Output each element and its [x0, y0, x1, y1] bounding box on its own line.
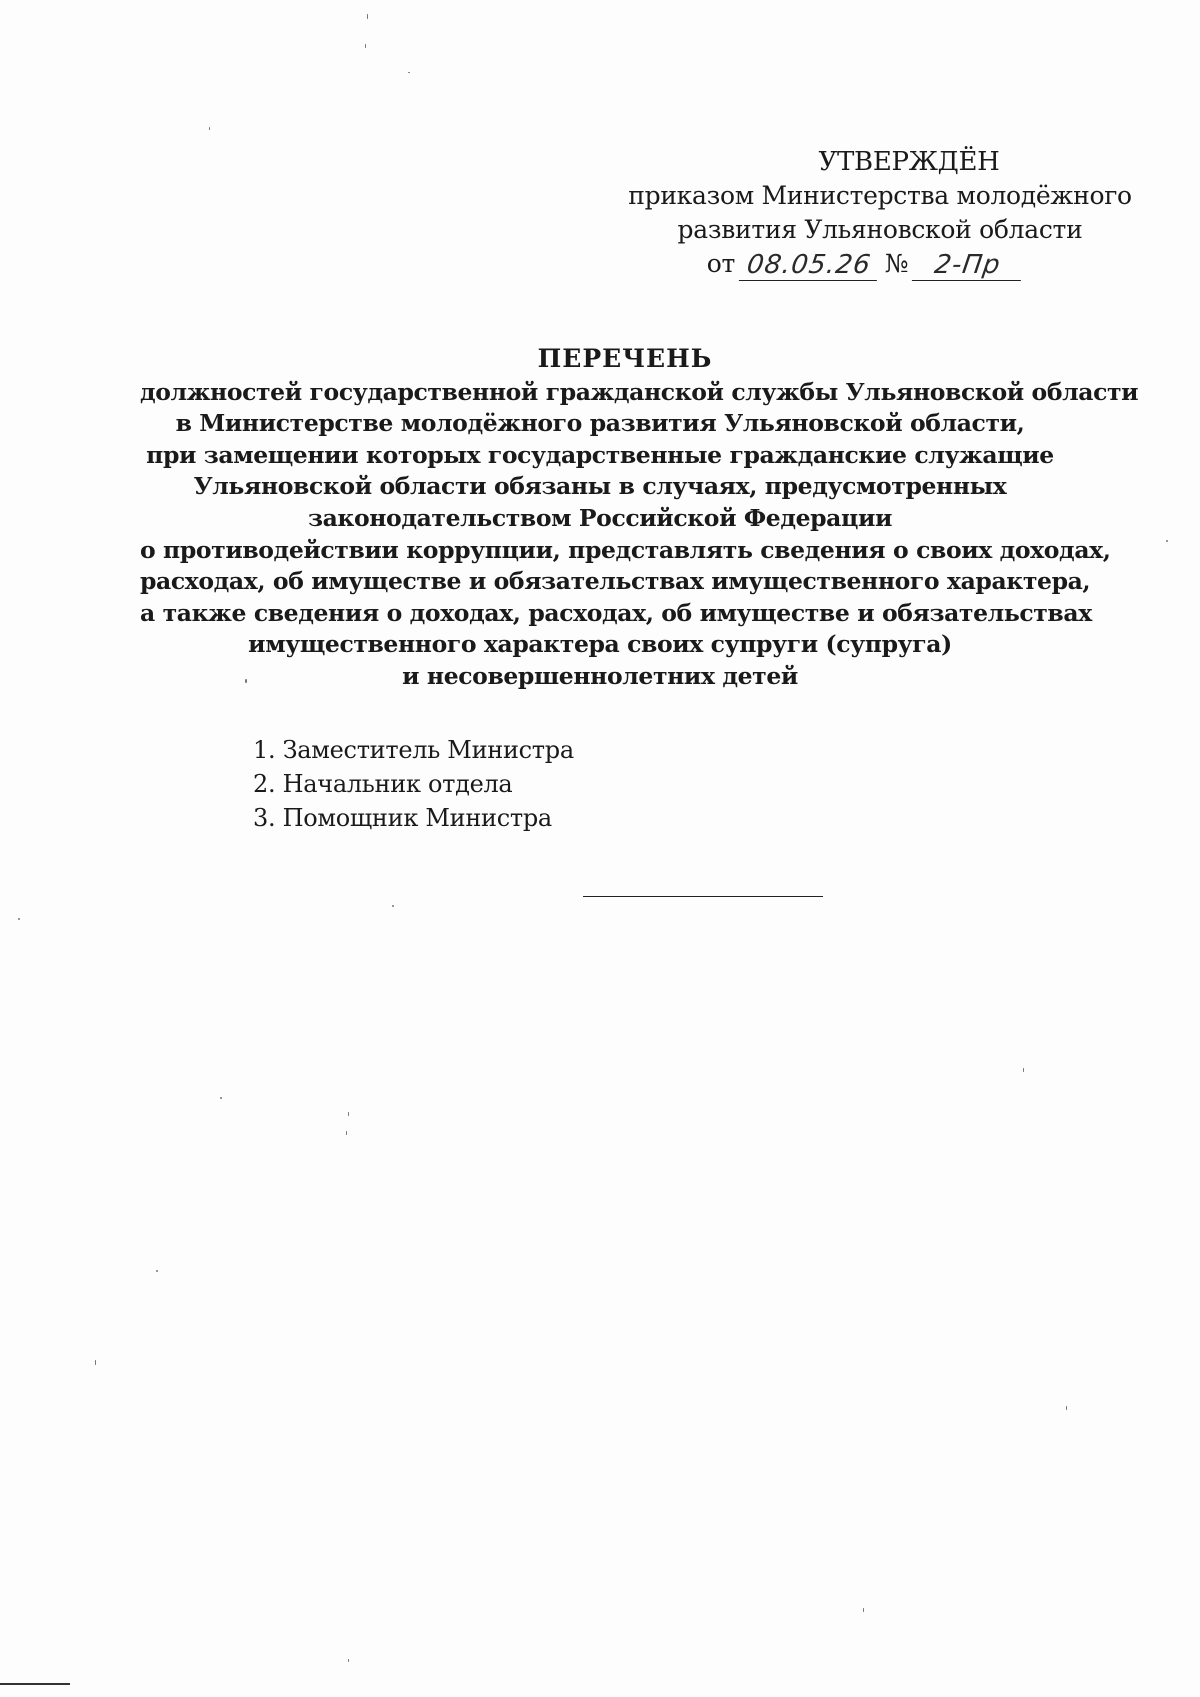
approval-heading: УТВЕРЖДЁН	[818, 147, 1000, 177]
scan-speck	[408, 72, 410, 73]
number-sign: №	[884, 249, 909, 278]
title-line: о противодействии коррупции, представлять сведения о своих доходах,	[140, 535, 1111, 564]
end-separator-line	[583, 896, 823, 897]
list-item: 2. Начальник отдела	[253, 770, 513, 798]
list-item: 3. Помощник Министра	[253, 804, 552, 832]
scan-speck	[1023, 1068, 1024, 1072]
scan-speck	[346, 1131, 347, 1135]
scan-speck	[863, 1608, 864, 1612]
list-item: 1. Заместитель Министра	[253, 736, 574, 764]
scan-speck	[367, 14, 368, 19]
scan-speck	[95, 1360, 96, 1365]
approval-order-line-1: приказом Министерства молодёжного	[628, 181, 1132, 210]
title-line: должностей государственной гражданской службы Ульяновской области	[140, 377, 1139, 406]
scan-speck	[348, 1659, 349, 1662]
approval-date-row	[570, 247, 1160, 281]
handwritten-order-number: 2-Пр	[912, 250, 1025, 281]
title-line: при замещении которых государственные гражданские служащие	[146, 440, 1054, 469]
title-line: законодательством Российской Федерации	[307, 503, 893, 532]
title-line: Ульяновской области обязаны в случаях, предусмотренных	[193, 472, 1007, 501]
title-line: и несовершеннолетних детей	[402, 661, 798, 690]
scan-speck	[365, 44, 366, 48]
positions-list	[253, 733, 574, 835]
scan-speck	[245, 679, 247, 683]
scan-speck	[1066, 1406, 1067, 1410]
scan-speck	[156, 1270, 158, 1272]
title-line: имущественного характера своих супруги (супруга)	[248, 630, 952, 659]
scan-speck	[348, 1112, 349, 1116]
scan-edge-mark	[0, 1683, 70, 1685]
title-heading: ПЕРЕЧЕНЬ	[537, 344, 713, 373]
document-title	[140, 343, 1139, 693]
title-line: а также сведения о доходах, расходах, об имуществе и обязательствах	[140, 598, 1092, 627]
date-prefix: от	[706, 249, 736, 278]
scan-speck	[392, 905, 394, 907]
scan-speck	[209, 127, 210, 130]
title-line: в Министерстве молодёжного развития Ульяновской области,	[175, 409, 1025, 438]
approval-order-line-2: развития Ульяновской области	[677, 215, 1083, 244]
handwritten-date: 08.05.26	[739, 250, 881, 281]
scan-speck	[18, 918, 20, 920]
scan-speck	[1166, 540, 1168, 542]
title-line: расходах, об имуществе и обязательствах имущественного характера,	[140, 567, 1091, 596]
approval-block	[600, 145, 1160, 281]
scan-speck	[220, 1097, 222, 1099]
